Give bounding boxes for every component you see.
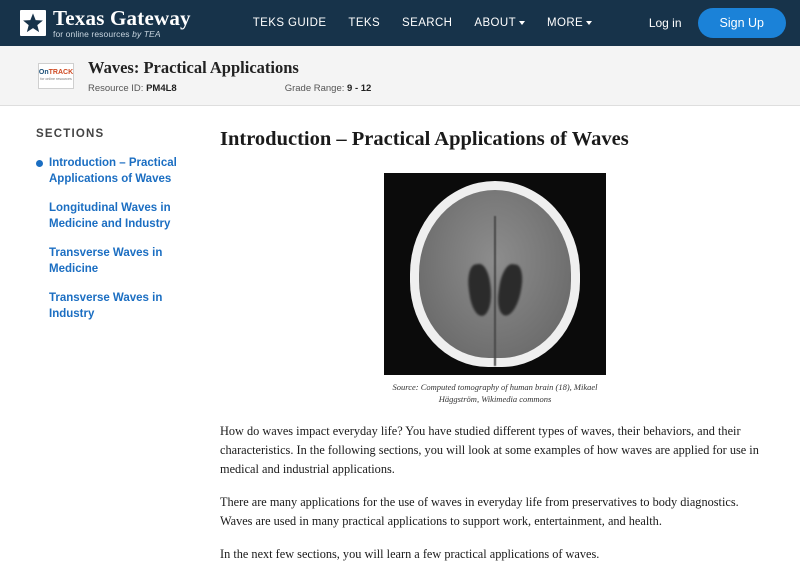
nav-label-teks: TEKS — [348, 17, 381, 29]
brain-fissure — [494, 216, 496, 366]
site-logo[interactable] — [20, 5, 191, 39]
sidebar-item-label: Transverse Waves in Industry — [49, 292, 163, 320]
sidebar-item-transverse-waves-medicine[interactable] — [36, 246, 198, 277]
ventricle-right — [495, 263, 524, 318]
sidebar-item-label: Transverse Waves in Medicine — [49, 247, 163, 275]
sidebar-item-label: Longitudinal Waves in Medicine and Industry — [49, 202, 171, 230]
resource-id-value: PM4L8 — [146, 82, 177, 94]
nav-item-teks-guide[interactable] — [253, 17, 327, 29]
article-main — [216, 106, 800, 562]
brand-subtitle-by: by TEA — [132, 28, 161, 39]
figure-caption: Source: Computed tomography of human brain (18), Mikael Häggström, Wikimedia commons — [392, 382, 598, 404]
nav-item-about[interactable] — [474, 17, 525, 29]
resource-header-bar — [0, 46, 800, 106]
brand-title: Texas Gateway — [53, 5, 191, 30]
figure-ct-scan — [220, 173, 770, 406]
grade-range-label: Grade Range: — [284, 82, 345, 94]
ct-scan-image — [384, 173, 606, 375]
nav-label-teks-guide: TEKS GUIDE — [252, 17, 327, 29]
sections-sidebar — [0, 106, 216, 537]
ontrack-logo-sub: for online resources — [40, 76, 72, 81]
ontrack-logo-track: TRACK — [48, 69, 74, 77]
brand-subtitle — [53, 30, 191, 39]
grade-range-value: 9 - 12 — [347, 82, 372, 94]
sections-heading: SECTIONS — [36, 128, 105, 140]
signup-button[interactable]: Sign Up — [698, 8, 786, 38]
nav-label-search: SEARCH — [402, 17, 453, 29]
brand-subtitle-main: for online resources — [53, 28, 130, 39]
nav-item-more[interactable] — [547, 17, 592, 29]
ontrack-logo-icon — [38, 63, 74, 89]
login-link[interactable]: Log in — [648, 16, 682, 30]
resource-id — [88, 83, 177, 94]
chevron-down-icon — [586, 21, 592, 25]
page-content — [0, 106, 800, 562]
resource-id-label: Resource ID: — [88, 82, 144, 94]
nav-label-about: ABOUT — [474, 17, 516, 29]
sidebar-item-longitudinal-waves[interactable] — [36, 201, 198, 232]
brain-shape — [419, 190, 571, 358]
texas-star-icon — [20, 10, 46, 36]
nav-item-teks[interactable] — [348, 17, 380, 29]
nav-label-more: MORE — [547, 17, 584, 29]
paragraph-1: How do waves impact everyday life? You have studied different types of waves, their behaviors, and their characteristics. In the following sections, you will look at some examples of how waves are applied for use in medical and industrial applications. — [220, 423, 759, 476]
resource-info — [88, 58, 371, 94]
grade-range — [285, 83, 372, 94]
ventricle-left — [465, 263, 494, 318]
ontrack-logo-on: On — [38, 69, 49, 77]
paragraph-3: In the next few sections, you will learn a few practical applications of waves. — [220, 547, 600, 562]
paragraph-2: There are many applications for the use of waves in everyday life from preservatives to body diagnostics. Waves are used in many practical applications to support work, entertainment, and health. — [220, 494, 739, 528]
header-actions — [649, 8, 786, 38]
chevron-down-icon — [519, 21, 525, 25]
resource-meta — [88, 83, 371, 94]
sidebar-item-transverse-waves-industry[interactable] — [36, 291, 198, 322]
resource-title: Waves: Practical Applications — [88, 57, 299, 77]
main-nav — [253, 17, 592, 29]
site-header — [0, 0, 800, 46]
nav-item-search[interactable] — [402, 17, 452, 29]
page-title: Introduction – Practical Applications of Waves — [220, 128, 629, 150]
sidebar-item-introduction[interactable] — [36, 156, 198, 187]
sidebar-item-label: Introduction – Practical Applications of Waves — [49, 157, 177, 185]
